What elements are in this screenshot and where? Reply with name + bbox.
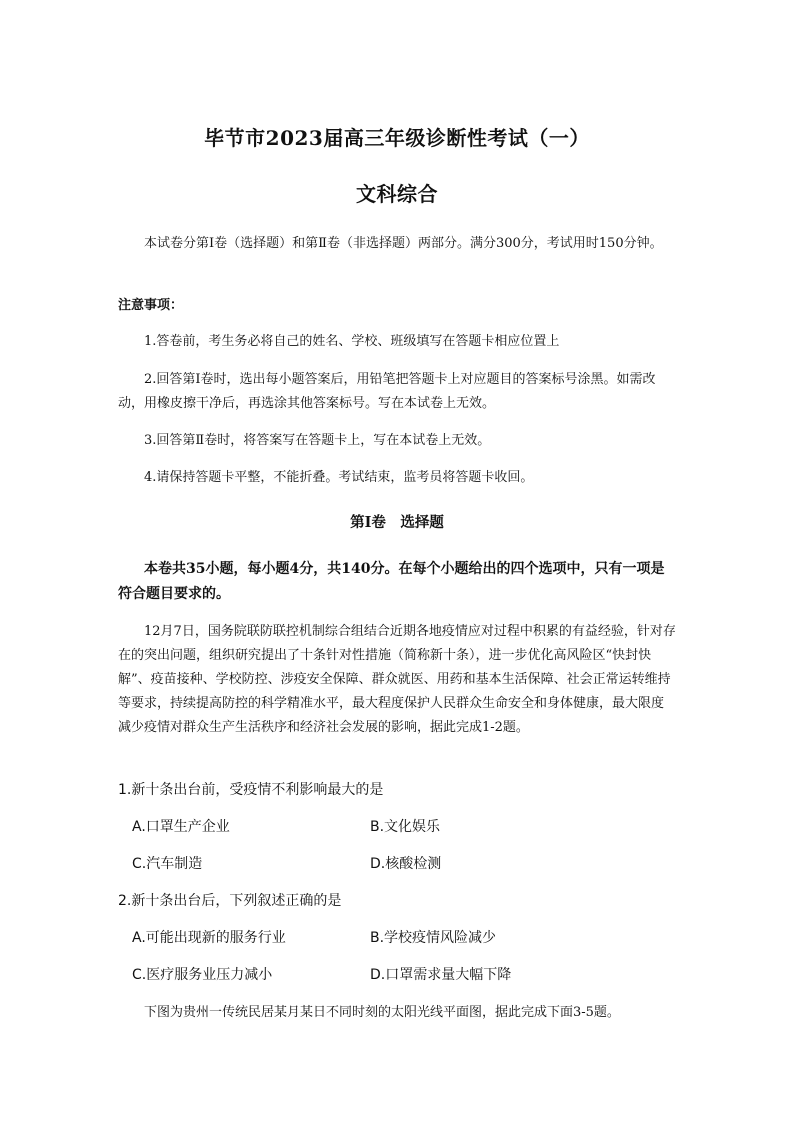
section-instructions: 本卷共35小题，每小题4分，共140分。在每个小题给出的四个选项中，只有一项是符合题目要求的。 [118, 561, 665, 602]
question-2-option-c: C.医疗服务业压力减小 [132, 967, 273, 983]
exam-title: 毕节市2023届高三年级诊断性考试（一） [204, 126, 590, 150]
question-1-stem: 1.新十条出台前，受疫情不利影响最大的是 [118, 782, 384, 798]
question-1-option-c: C.汽车制造 [132, 856, 203, 872]
question-1-option-d: D.核酸检测 [370, 856, 442, 872]
question-2-stem: 2.新十条出台后，下列叙述正确的是 [118, 893, 342, 909]
note-item-3: 3.回答第Ⅱ卷时，将答案写在答题卡上，写在本试卷上无效。 [144, 433, 491, 448]
question-1-option-a: A.口罩生产企业 [132, 819, 230, 835]
notes-heading: 注意事项： [118, 298, 184, 313]
section-title: 第Ⅰ卷 选择题 [350, 514, 444, 531]
reading-passage: 12月7日，国务院联防联控机制综合组结合近期各地疫情应对过程中积累的有益经验，针对存在的突出问题，组织研究提出了十条针对性措施（简称新十条），进一步优化高风险区“快封快解”、疫苗接种、学校防控、涉疫安全保障、群众就医、用药和基本生活保障、社会正常运转维持等要求，持续提高防控的科学精准水平，最大程度保护人民群众生命安全和身体健康，最大限度减少疫情对群众生产生活秩序和经济社会发展的影响，据此完成1-2题。 [118, 624, 676, 735]
question-2-option-a: A.可能出现新的服务行业 [132, 930, 286, 946]
note-item-4: 4.请保持答题卡平整，不能折叠。考试结束，监考员将答题卡收回。 [144, 470, 534, 485]
figure-intro-text: 下图为贵州一传统民居某月某日不同时刻的太阳光线平面图，据此完成下面3-5题。 [144, 1005, 620, 1020]
question-2-option-d: D.口罩需求量大幅下降 [370, 967, 512, 983]
note-item-1: 1.答卷前，考生务必将自己的姓名、学校、班级填写在答题卡相应位置上 [144, 334, 560, 349]
note-item-2: 2.回答第Ⅰ卷时，选出每小题答案后，用铅笔把答题卡上对应题目的答案标号涂黑。如需改动，用橡皮擦干净后，再选涂其他答案标号。写在本试卷上无效。 [118, 372, 656, 411]
question-1-option-b: B.文化娱乐 [370, 819, 441, 835]
intro-text: 本试卷分第Ⅰ卷（选择题）和第Ⅱ卷（非选择题）两部分。满分300分，考试用时150分钟。 [144, 236, 663, 251]
question-2-option-b: B.学校疫情风险减少 [370, 930, 497, 946]
exam-subtitle: 文科综合 [356, 182, 438, 206]
